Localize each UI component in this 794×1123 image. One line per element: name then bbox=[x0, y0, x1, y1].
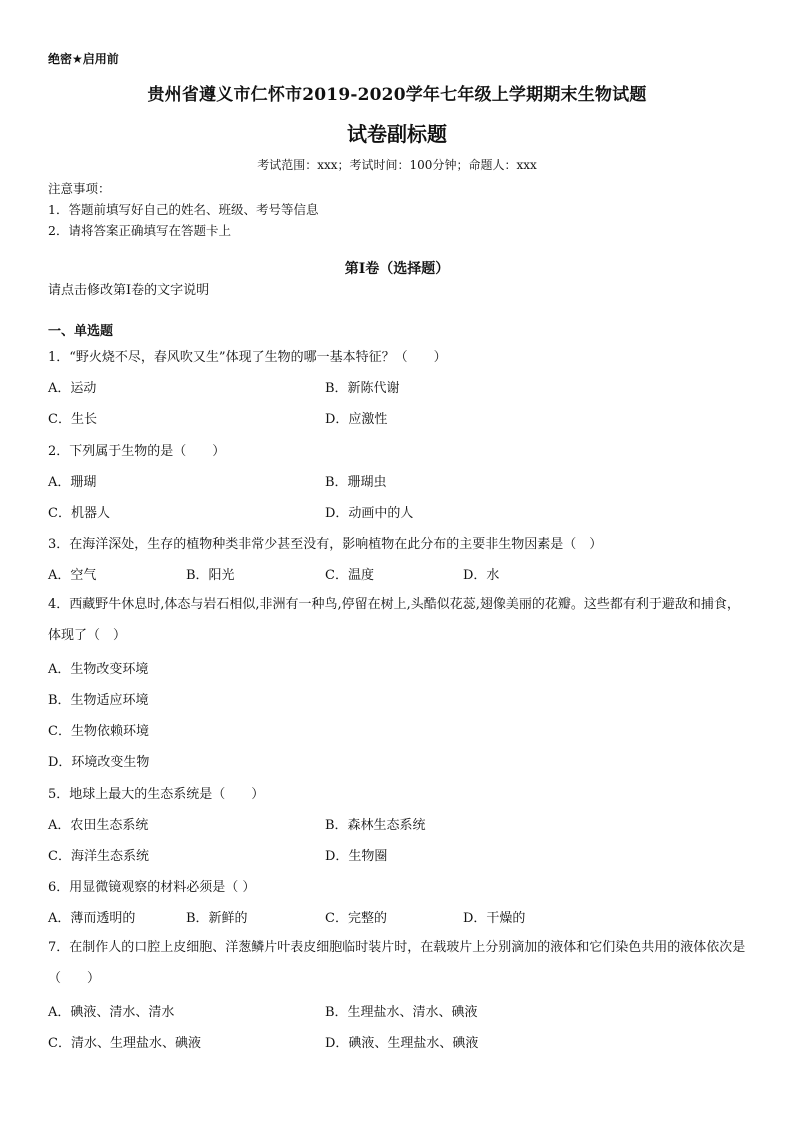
q4-option-d: D．环境改变生物 bbox=[48, 755, 150, 770]
exam-subtitle: 试卷副标题 bbox=[347, 122, 447, 146]
q3-option-c: C．温度 bbox=[325, 568, 374, 583]
q3-option-b: B．阳光 bbox=[186, 568, 235, 583]
q5-option-b: B．森林生态系统 bbox=[325, 818, 426, 833]
question-5: 5．地球上最大的生态系统是（ ） bbox=[48, 787, 265, 802]
q5-option-a: A．农田生态系统 bbox=[48, 818, 149, 833]
q1-option-b: B．新陈代谢 bbox=[325, 381, 400, 396]
q1-option-d: D．应激性 bbox=[325, 412, 388, 427]
q2-option-d: D．动画中的人 bbox=[325, 506, 414, 521]
q1-option-c: C．生长 bbox=[48, 412, 97, 427]
exam-title: 贵州省遵义市仁怀市2019-2020学年七年级上学期期末生物试题 bbox=[147, 85, 647, 105]
volume-description: 请点击修改第I卷的文字说明 bbox=[48, 283, 210, 298]
q3-option-a: A．空气 bbox=[48, 568, 97, 583]
question-1: 1．“野火烧不尽，春风吹又生”体现了生物的哪一基本特征？（ ） bbox=[48, 350, 447, 365]
notice-item: 1．答题前填写好自己的姓名、班级、考号等信息 bbox=[48, 202, 319, 217]
question-3: 3．在海洋深处，生存的植物种类非常少甚至没有，影响植物在此分布的主要非生物因素是（ ） bbox=[48, 537, 603, 552]
notice-heading: 注意事项： bbox=[48, 181, 111, 196]
question-2: 2．下列属于生物的是（ ） bbox=[48, 444, 226, 459]
q6-option-b: B．新鲜的 bbox=[186, 911, 248, 926]
notice-item: 2．请将答案正确填写在答题卡上 bbox=[48, 223, 231, 238]
q4-option-b: B．生物适应环境 bbox=[48, 693, 149, 708]
q3-option-d: D．水 bbox=[463, 568, 500, 583]
q7-option-c: C．清水、生理盐水、碘液 bbox=[48, 1036, 201, 1051]
q7-option-b: B．生理盐水、清水、碘液 bbox=[325, 1005, 478, 1020]
exam-meta: 考试范围：xxx；考试时间：100分钟；命题人：xxx bbox=[257, 158, 537, 172]
q7-option-a: A．碘液、清水、清水 bbox=[48, 1005, 175, 1020]
q6-option-a: A．薄而透明的 bbox=[48, 911, 136, 926]
notice-block bbox=[48, 178, 318, 241]
q4-option-c: C．生物依赖环境 bbox=[48, 724, 149, 739]
q5-option-c: C．海洋生态系统 bbox=[48, 849, 149, 864]
q6-option-c: C．完整的 bbox=[325, 911, 387, 926]
question-7: 7．在制作人的口腔上皮细胞、洋葱鳞片叶表皮细胞临时装片时，在载玻片上分别滴加的液体和它们染色共用的液体依次是（ ） bbox=[48, 940, 746, 986]
q2-option-c: C．机器人 bbox=[48, 506, 110, 521]
q2-option-b: B．珊瑚虫 bbox=[325, 475, 387, 490]
volume-title: 第I卷（选择题） bbox=[344, 261, 450, 277]
q5-option-d: D．生物圈 bbox=[325, 849, 388, 864]
q4-option-a: A．生物改变环境 bbox=[48, 662, 149, 677]
q1-option-a: A．运动 bbox=[48, 381, 97, 396]
q6-option-d: D．干燥的 bbox=[463, 911, 526, 926]
question-6: 6．用显微镜观察的材料必须是（ ） bbox=[48, 880, 256, 895]
question-4: 4．西藏野牛休息时,体态与岩石相似,非洲有一种鸟,停留在树上,头酷似花蕊,翅像美丽的花瓣。这些都有利于避敌和捕食，体现了（ ） bbox=[48, 597, 740, 643]
q2-option-a: A．珊瑚 bbox=[48, 475, 97, 490]
q7-option-d: D．碘液、生理盐水、碘液 bbox=[325, 1036, 479, 1051]
section-title: 一、单选题 bbox=[48, 324, 114, 339]
confidential-mark: 绝密★启用前 bbox=[48, 52, 119, 66]
